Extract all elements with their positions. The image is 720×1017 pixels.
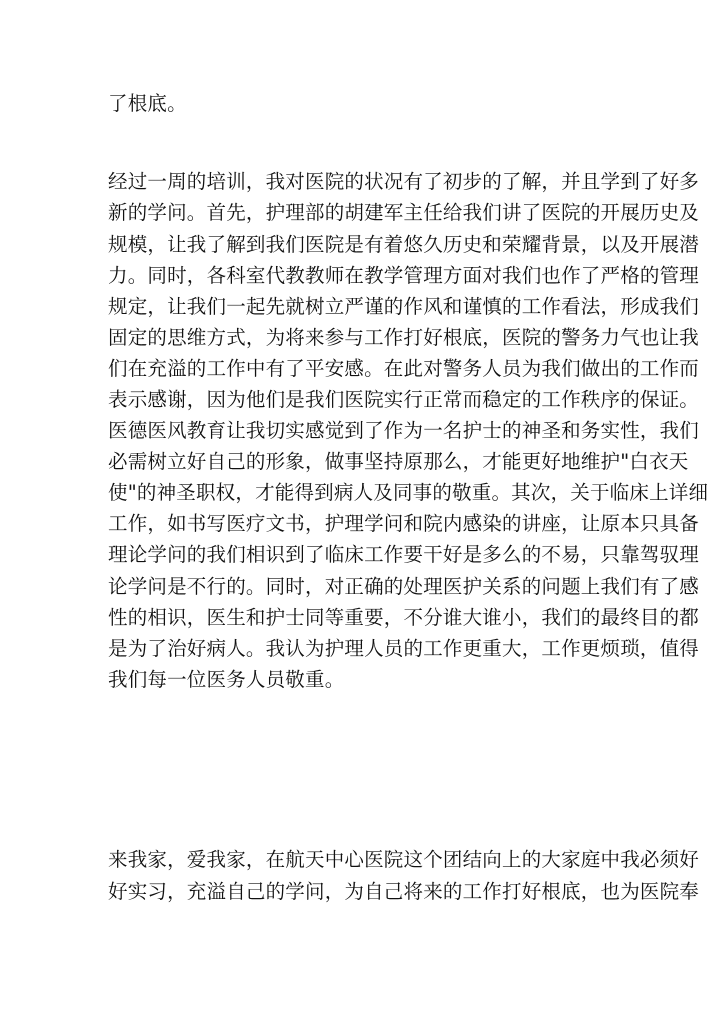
paragraph-line: 是为了治好病人。我认为护理人员的工作更重大，工作更烦琐，值得 (108, 637, 700, 660)
paragraph-line: 们在充溢的工作中有了平安感。在此对警务人员为我们做出的工作而 (108, 357, 700, 380)
paragraph-line: 来我家，爱我家，在航天中心医院这个团结向上的大家庭中我必须好 (108, 848, 700, 871)
paragraph-line: 使"的神圣职权，才能得到病人及同事的敬重。其次，关于临床上详细 (108, 481, 709, 504)
paragraph-line: 性的相识，医生和护士同等重要，不分谁大谁小，我们的最终目的都 (108, 606, 700, 629)
paragraph-line: 工作，如书写医疗文书，护理学问和院内感染的讲座，让原本只具备 (108, 512, 700, 535)
paragraph-line: 经过一周的培训，我对医院的状况有了初步的了解，并且学到了好多 (108, 170, 700, 193)
paragraph-line: 论学问是不行的。同时，对正确的处理医护关系的问题上我们有了感 (108, 575, 700, 598)
paragraph-line: 规模，让我了解到我们医院是有着悠久历史和荣耀背景，以及开展潜 (108, 233, 700, 256)
paragraph-line: 力。同时，各科室代教教师在教学管理方面对我们也作了严格的管理 (108, 264, 700, 287)
paragraph-line: 新的学问。首先，护理部的胡建军主任给我们讲了医院的开展历史及 (108, 201, 700, 224)
paragraph-line: 理论学问的我们相识到了临床工作要干好是多么的不易，只靠驾驭理 (108, 543, 700, 566)
paragraph-line: 我们每一位医务人员敬重。 (108, 668, 345, 691)
paragraph-line: 了根底。 (108, 92, 187, 115)
paragraph-line: 规定，让我们一起先就树立严谨的作风和谨慎的工作看法，形成我们 (108, 295, 700, 318)
paragraph-line: 医德医风教育让我切实感觉到了作为一名护士的神圣和务实性，我们 (108, 419, 700, 442)
paragraph-line: 固定的思维方式，为将来参与工作打好根底，医院的警务力气也让我 (108, 326, 700, 349)
paragraph-line: 好实习，充溢自己的学问，为自己将来的工作打好根底，也为医院奉 (108, 880, 700, 903)
paragraph-line: 必需树立好自己的形象，做事坚持原那么，才能更好地维护"白衣天 (108, 450, 689, 473)
paragraph-line: 表示感谢，因为他们是我们医院实行正常而稳定的工作秩序的保证。 (108, 388, 700, 411)
